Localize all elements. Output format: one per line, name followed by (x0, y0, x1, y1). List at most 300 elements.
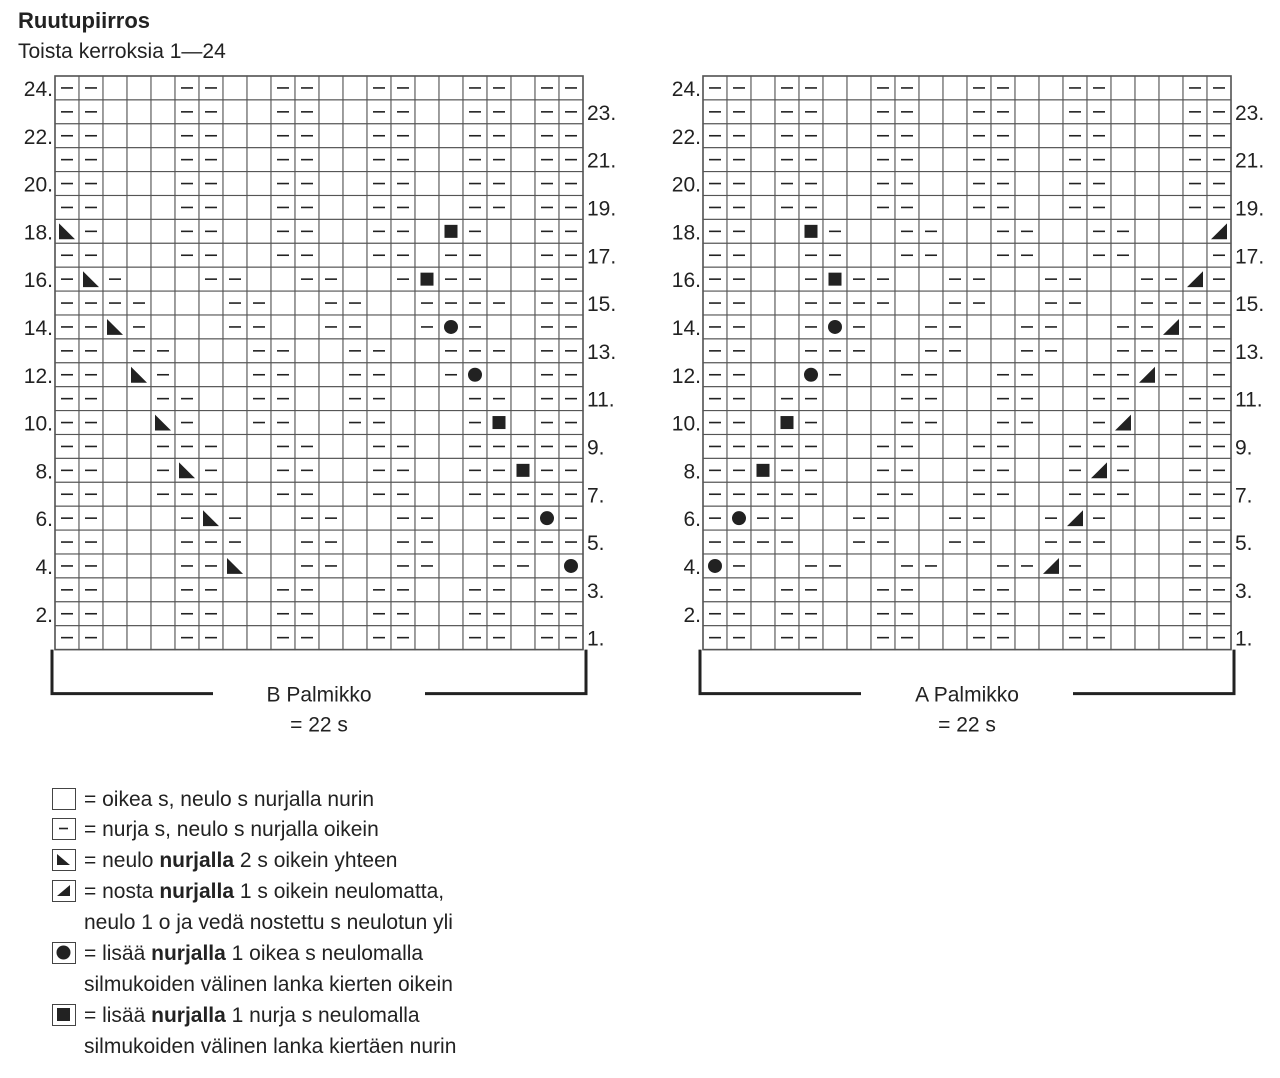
chart-cell (103, 530, 127, 554)
chart-cell (919, 602, 943, 626)
chart-cell (415, 243, 439, 267)
chart-cell (751, 602, 775, 626)
chart-cell (1015, 530, 1039, 554)
chart-cell (775, 267, 799, 291)
chart-cell (943, 458, 967, 482)
chart-cell (1087, 339, 1111, 363)
chart-cell (127, 100, 151, 124)
chart-cell (199, 291, 223, 315)
chart-cell (823, 387, 847, 411)
chart-cell (247, 506, 271, 530)
row-label-right: 1. (587, 627, 605, 651)
chart-cell (295, 387, 319, 411)
chart-cell (991, 315, 1015, 339)
chart-cell (439, 411, 463, 435)
chart-cell (1015, 196, 1039, 220)
chart-cell (823, 411, 847, 435)
chart-cell (847, 458, 871, 482)
row-label-right: 17. (587, 245, 617, 269)
chart-cell (127, 196, 151, 220)
chart-cell (415, 148, 439, 172)
chart-cell (847, 626, 871, 650)
knit-symbol-box (52, 788, 76, 810)
chart-cell (103, 554, 127, 578)
chart-cell (943, 626, 967, 650)
chart-cell (223, 458, 247, 482)
chart-cell (1159, 530, 1183, 554)
chart-cell (319, 124, 343, 148)
row-label-left: 6. (683, 508, 701, 532)
chart-cell (1039, 196, 1063, 220)
chart-cell (823, 196, 847, 220)
chart-cell (1111, 100, 1135, 124)
chart-cell (103, 76, 127, 100)
chart-cell (847, 602, 871, 626)
chart-cell (439, 387, 463, 411)
chart-cell (1135, 219, 1159, 243)
chart-cell (895, 291, 919, 315)
chart-cell (919, 458, 943, 482)
chart-cell (415, 626, 439, 650)
increase-purl-symbol (517, 464, 530, 477)
chart-cell (1039, 363, 1063, 387)
chart-cell (1087, 458, 1111, 482)
chart-cell (223, 148, 247, 172)
chart-cell (511, 626, 535, 650)
chart-cell (1015, 124, 1039, 148)
row-label-right: 5. (1235, 532, 1253, 556)
chart-cell (823, 626, 847, 650)
chart-cell (127, 435, 151, 459)
chart-cell (1015, 172, 1039, 196)
chart-cell (943, 243, 967, 267)
row-label-left: 4. (683, 555, 701, 579)
chart-cell (319, 435, 343, 459)
chart-cell (847, 196, 871, 220)
chart-cell (511, 148, 535, 172)
legend-text-pre: = nosta (84, 880, 160, 903)
chart-cell (223, 196, 247, 220)
row-label-left: 24. (23, 77, 53, 101)
chart-cell (775, 291, 799, 315)
chart-cell (823, 76, 847, 100)
chart-cell (319, 339, 343, 363)
legend-text: = oikea s, neulo s nurjalla nurin (84, 788, 375, 811)
chart-cell (1087, 554, 1111, 578)
chart-cell (127, 219, 151, 243)
chart-cell (103, 387, 127, 411)
increase-purl-symbol (805, 225, 818, 238)
chart-cell (1039, 602, 1063, 626)
chart-cell (511, 196, 535, 220)
chart-cell (1159, 626, 1183, 650)
chart-cell (151, 219, 175, 243)
chart-cell (847, 243, 871, 267)
chart-cell (919, 626, 943, 650)
chart-cell (751, 124, 775, 148)
chart-cell (103, 411, 127, 435)
chart-cell (223, 100, 247, 124)
chart-cell (1135, 124, 1159, 148)
chart-cell (319, 458, 343, 482)
row-label-left: 2. (683, 603, 701, 627)
increase-knit-symbol (804, 368, 818, 382)
chart-cell (343, 76, 367, 100)
chart-cell (895, 530, 919, 554)
chart-cell (343, 148, 367, 172)
chart-cell (55, 219, 79, 243)
chart-cell (1111, 267, 1135, 291)
chart-cell (751, 219, 775, 243)
legend-text (84, 845, 397, 876)
chart-cell (1135, 411, 1159, 435)
chart-cell (223, 411, 247, 435)
chart-cell (247, 219, 271, 243)
chart-cell (1039, 100, 1063, 124)
chart-cell (175, 458, 199, 482)
chart-cell (223, 124, 247, 148)
chart-cell (439, 100, 463, 124)
legend-text-line2: silmukoiden välinen lanka kiertäen nurin (84, 1035, 457, 1058)
page-title: Ruutupiirros (18, 8, 150, 33)
chart-cell (343, 626, 367, 650)
chart-cell (103, 124, 127, 148)
chart-label: B Palmikko (266, 683, 372, 707)
chart-cell (991, 267, 1015, 291)
bracket-left (52, 650, 213, 694)
chart-cell (343, 267, 367, 291)
chart-cell (343, 458, 367, 482)
row-label-right: 1. (1235, 627, 1253, 651)
chart-cell (295, 291, 319, 315)
chart-cell (751, 243, 775, 267)
chart-cell (775, 339, 799, 363)
legend-text-post: 2 s oikein yhteen (234, 849, 398, 872)
chart-cell (895, 315, 919, 339)
chart-cell (1039, 172, 1063, 196)
chart-cell (1159, 554, 1183, 578)
legend-text (84, 1000, 420, 1031)
chart-cell (151, 554, 175, 578)
chart-cell (463, 554, 487, 578)
chart-cell (223, 482, 247, 506)
chart-cell (1015, 76, 1039, 100)
chart-cell (1039, 411, 1063, 435)
chart-cell (511, 411, 535, 435)
chart-cell (1159, 124, 1183, 148)
chart-cell (127, 172, 151, 196)
row-label-right: 5. (587, 532, 605, 556)
chart-cell (1015, 602, 1039, 626)
chart-cell (511, 100, 535, 124)
chart-cell (271, 315, 295, 339)
chart-cell (151, 100, 175, 124)
chart-cell (223, 219, 247, 243)
chart-cell (391, 411, 415, 435)
chart-cell (487, 315, 511, 339)
chart-cell (775, 315, 799, 339)
row-label-left: 2. (35, 603, 53, 627)
chart-cell (1087, 291, 1111, 315)
chart-cell (1159, 458, 1183, 482)
legend-text-line2: neulo 1 o ja vedä nostettu s neulotun yli (84, 911, 453, 934)
chart-cell (1159, 411, 1183, 435)
chart-cell (1039, 387, 1063, 411)
chart-cell (415, 387, 439, 411)
chart-cell (103, 196, 127, 220)
chart-cell (1159, 76, 1183, 100)
chart-cell (343, 219, 367, 243)
chart-cell (823, 458, 847, 482)
chart-cell (295, 411, 319, 435)
k2tog-symbol (57, 854, 70, 865)
chart-b (24, 76, 616, 737)
chart-cell (343, 530, 367, 554)
increase-knit-symbol (540, 511, 554, 525)
chart-cell (295, 339, 319, 363)
chart-cell (1111, 196, 1135, 220)
row-label-left: 8. (35, 460, 53, 484)
chart-cell (919, 267, 943, 291)
chart-cell (199, 315, 223, 339)
chart-cell (127, 530, 151, 554)
chart-cell (367, 267, 391, 291)
chart-cell (919, 435, 943, 459)
chart-cell (199, 387, 223, 411)
row-label-right: 3. (1235, 579, 1253, 603)
chart-cell (511, 387, 535, 411)
chart-cell (247, 76, 271, 100)
chart-cell (871, 411, 895, 435)
chart-cell (223, 363, 247, 387)
chart-cell (751, 100, 775, 124)
chart-cell (439, 530, 463, 554)
chart-cell (1135, 458, 1159, 482)
chart-cell (1015, 148, 1039, 172)
chart-cell (151, 267, 175, 291)
chart-cell (1135, 100, 1159, 124)
chart-cell (751, 315, 775, 339)
chart-cell (751, 76, 775, 100)
chart-cell (319, 482, 343, 506)
chart-cell (127, 578, 151, 602)
chart-cell (1039, 435, 1063, 459)
chart-cell (1015, 626, 1039, 650)
chart-cell (223, 578, 247, 602)
chart-cell (1063, 315, 1087, 339)
chart-cell (943, 578, 967, 602)
chart-cell (127, 482, 151, 506)
chart-cell (511, 124, 535, 148)
chart-cell (919, 506, 943, 530)
chart-cell (103, 363, 127, 387)
chart-cell (151, 124, 175, 148)
row-label-left: 6. (35, 508, 53, 532)
chart-cell (415, 482, 439, 506)
chart-cell (343, 578, 367, 602)
legend-text: = nurja s, neulo s nurjalla oikein (84, 818, 379, 841)
row-label-left: 18. (671, 221, 701, 245)
row-label-right: 7. (587, 484, 605, 508)
chart-cell (871, 219, 895, 243)
chart-cell (319, 387, 343, 411)
legend-text-post: 1 s oikein neulomatta, (234, 880, 445, 903)
row-label-right: 13. (587, 340, 617, 364)
chart-cell (1111, 626, 1135, 650)
legend-text-post: 1 oikea s neulomalla (225, 942, 424, 965)
chart-cell (895, 339, 919, 363)
chart-cell (415, 196, 439, 220)
chart-cell (823, 530, 847, 554)
chart-cell (751, 291, 775, 315)
chart-cell (847, 124, 871, 148)
chart-cell (775, 243, 799, 267)
chart-cell (1111, 530, 1135, 554)
chart-cell (919, 76, 943, 100)
chart-cell (343, 602, 367, 626)
chart-cell (535, 554, 559, 578)
chart-cell (1015, 291, 1039, 315)
chart-cell (343, 243, 367, 267)
chart-cell (919, 196, 943, 220)
chart-cell (895, 267, 919, 291)
chart-cell (967, 243, 991, 267)
chart-cell (1135, 196, 1159, 220)
chart-cell (1087, 267, 1111, 291)
chart-cell (943, 482, 967, 506)
chart-cell (1015, 458, 1039, 482)
legend-text-pre: = lisää (84, 1004, 152, 1027)
chart-cell (175, 315, 199, 339)
chart-cell (439, 626, 463, 650)
chart-cell (1183, 219, 1207, 243)
chart-cell (319, 243, 343, 267)
chart-cell (919, 291, 943, 315)
chart-cell (247, 626, 271, 650)
chart-cell (943, 100, 967, 124)
chart-cell (271, 291, 295, 315)
chart-cell (103, 243, 127, 267)
chart-cell (991, 291, 1015, 315)
row-label-right: 7. (1235, 484, 1253, 508)
chart-cell (247, 458, 271, 482)
chart-cell (415, 363, 439, 387)
chart-cell (415, 411, 439, 435)
chart-cell (751, 196, 775, 220)
chart-cell (367, 315, 391, 339)
inc-purl-symbol-box (52, 1004, 76, 1026)
row-label-right: 19. (1235, 197, 1265, 221)
chart-cell (1159, 602, 1183, 626)
chart-cell (151, 602, 175, 626)
chart-cell (1159, 100, 1183, 124)
chart-cell (1039, 148, 1063, 172)
chart-stitch-count: = 22 s (290, 713, 348, 737)
chart-cell (775, 363, 799, 387)
chart-cell (943, 76, 967, 100)
chart-cell (151, 76, 175, 100)
chart-cell (103, 506, 127, 530)
chart-cell (919, 530, 943, 554)
chart-cell (103, 458, 127, 482)
chart-cell (823, 506, 847, 530)
chart-cell (919, 100, 943, 124)
chart-cell (151, 148, 175, 172)
legend-text-pre: = lisää (84, 942, 152, 965)
chart-cell (223, 435, 247, 459)
row-label-right: 9. (1235, 436, 1253, 460)
chart-cell (1111, 411, 1135, 435)
chart-cell (175, 291, 199, 315)
chart-cell (343, 554, 367, 578)
chart-cell (1015, 267, 1039, 291)
chart-cell (151, 196, 175, 220)
chart-stitch-count: = 22 s (938, 713, 996, 737)
chart-cell (1111, 506, 1135, 530)
chart-cell (943, 435, 967, 459)
chart-cell (847, 554, 871, 578)
chart-cell (391, 387, 415, 411)
chart-cell (775, 554, 799, 578)
chart-cell (511, 339, 535, 363)
chart-cell (103, 148, 127, 172)
chart-cell (823, 124, 847, 148)
chart-cell (1135, 530, 1159, 554)
chart-cell (271, 267, 295, 291)
chart-cell (223, 626, 247, 650)
chart-cell (415, 100, 439, 124)
chart-cell (1111, 602, 1135, 626)
chart-cell (1063, 219, 1087, 243)
chart-cell (751, 148, 775, 172)
chart-cell (823, 172, 847, 196)
chart-cell (151, 411, 175, 435)
chart-cell (943, 172, 967, 196)
chart-cell (271, 530, 295, 554)
chart-cell (343, 172, 367, 196)
chart-cell (439, 458, 463, 482)
chart-cell (1111, 76, 1135, 100)
chart-cell (751, 267, 775, 291)
chart-cell (1039, 76, 1063, 100)
chart-cell (151, 506, 175, 530)
row-label-left: 8. (683, 460, 701, 484)
row-label-right: 11. (587, 388, 615, 412)
chart-cell (823, 100, 847, 124)
row-label-right: 21. (587, 149, 617, 173)
chart-cell (487, 219, 511, 243)
chart-a (672, 76, 1264, 737)
chart-cell (247, 172, 271, 196)
chart-cell (1111, 148, 1135, 172)
chart-cell (1063, 243, 1087, 267)
row-label-left: 14. (671, 316, 701, 340)
chart-cell (343, 435, 367, 459)
chart-cell (1135, 387, 1159, 411)
chart-cell (367, 506, 391, 530)
increase-purl-symbol (781, 416, 794, 429)
chart-cell (1135, 554, 1159, 578)
chart-cell (1135, 602, 1159, 626)
row-label-left: 20. (671, 173, 701, 197)
chart-cell (127, 411, 151, 435)
chart-cell (151, 578, 175, 602)
chart-cell (1159, 172, 1183, 196)
chart-cell (919, 124, 943, 148)
chart-cell (919, 172, 943, 196)
row-label-left: 22. (23, 125, 53, 149)
chart-cell (103, 626, 127, 650)
